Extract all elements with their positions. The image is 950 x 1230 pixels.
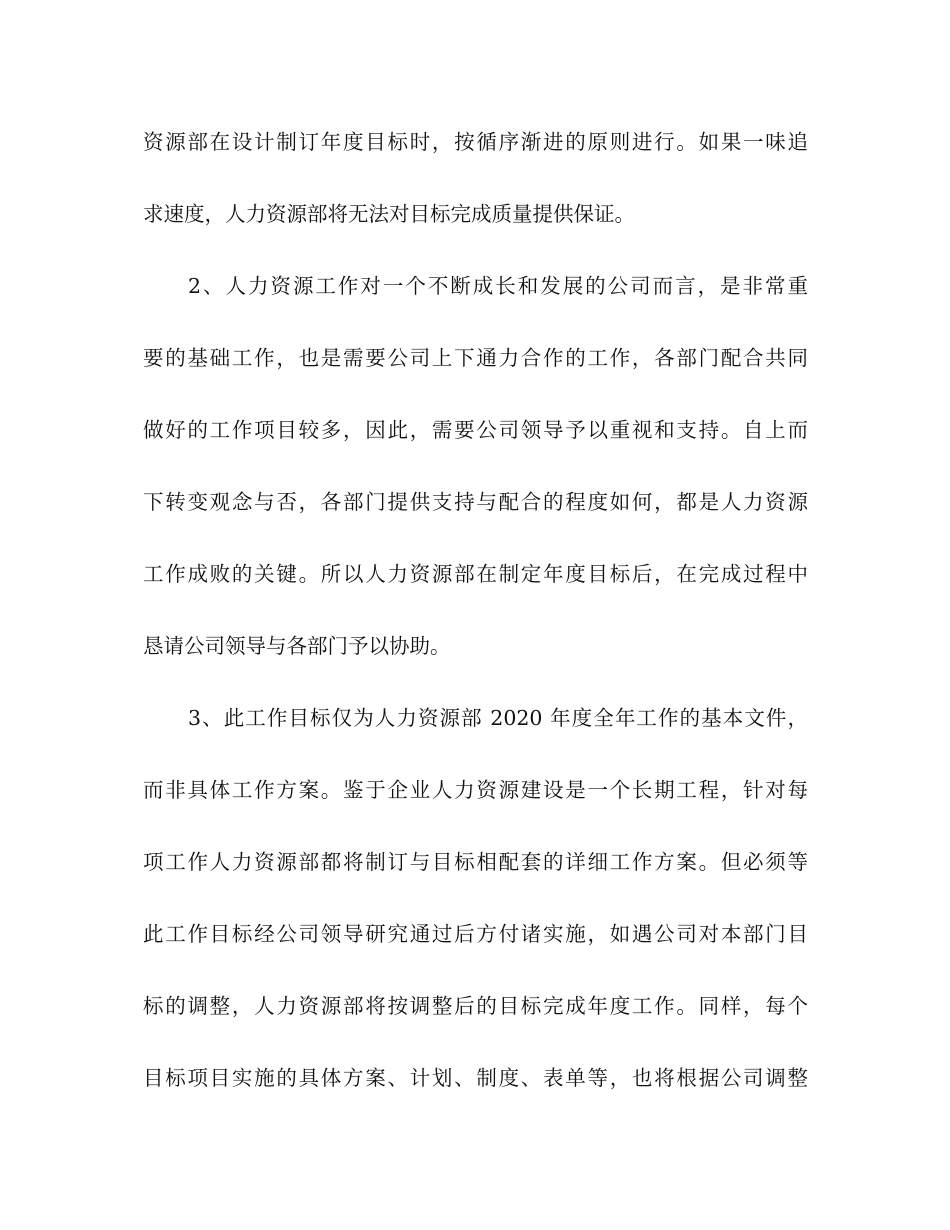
body-text-line: 此工作目标经公司领导研究通过后方付诸实施，如遇公司对本部门目 (143, 922, 808, 946)
body-text-line: 目标项目实施的具体方案、计划、制度、表单等，也将根据公司调整 (143, 1066, 808, 1090)
body-text-line: 资源部在设计制订年度目标时，按循序渐进的原则进行。如果一味追 (143, 130, 808, 154)
body-text-line: 要的基础工作，也是需要公司上下通力合作的工作，各部门配合共同 (143, 346, 808, 370)
body-text-line: 标的调整，人力资源部将按调整后的目标完成年度工作。同样，每个 (143, 994, 808, 1018)
body-text-line: 下转变观念与否，各部门提供支持与配合的程度如何，都是人力资源 (143, 490, 808, 514)
body-text-line: 工作成败的关键。所以人力资源部在制定年度目标后，在完成过程中 (143, 562, 808, 586)
paragraph-2-first-line: 2、人力资源工作对一个不断成长和发展的公司而言，是非常重 (188, 274, 808, 298)
paragraph-3-first-line: 3、此工作目标仅为人力资源部 2020 年度全年工作的基本文件， (188, 706, 808, 730)
body-text-line: 而非具体工作方案。鉴于企业人力资源建设是一个长期工程，针对每 (143, 778, 808, 802)
body-text-line: 求速度，人力资源部将无法对目标完成质量提供保证。 (143, 202, 635, 226)
body-text-line: 做好的工作项目较多，因此，需要公司领导予以重视和支持。自上而 (143, 418, 808, 442)
body-text-line: 项工作人力资源部都将制订与目标相配套的详细工作方案。但必须等 (143, 850, 808, 874)
body-text-line: 恳请公司领导与各部门予以协助。 (143, 634, 451, 658)
